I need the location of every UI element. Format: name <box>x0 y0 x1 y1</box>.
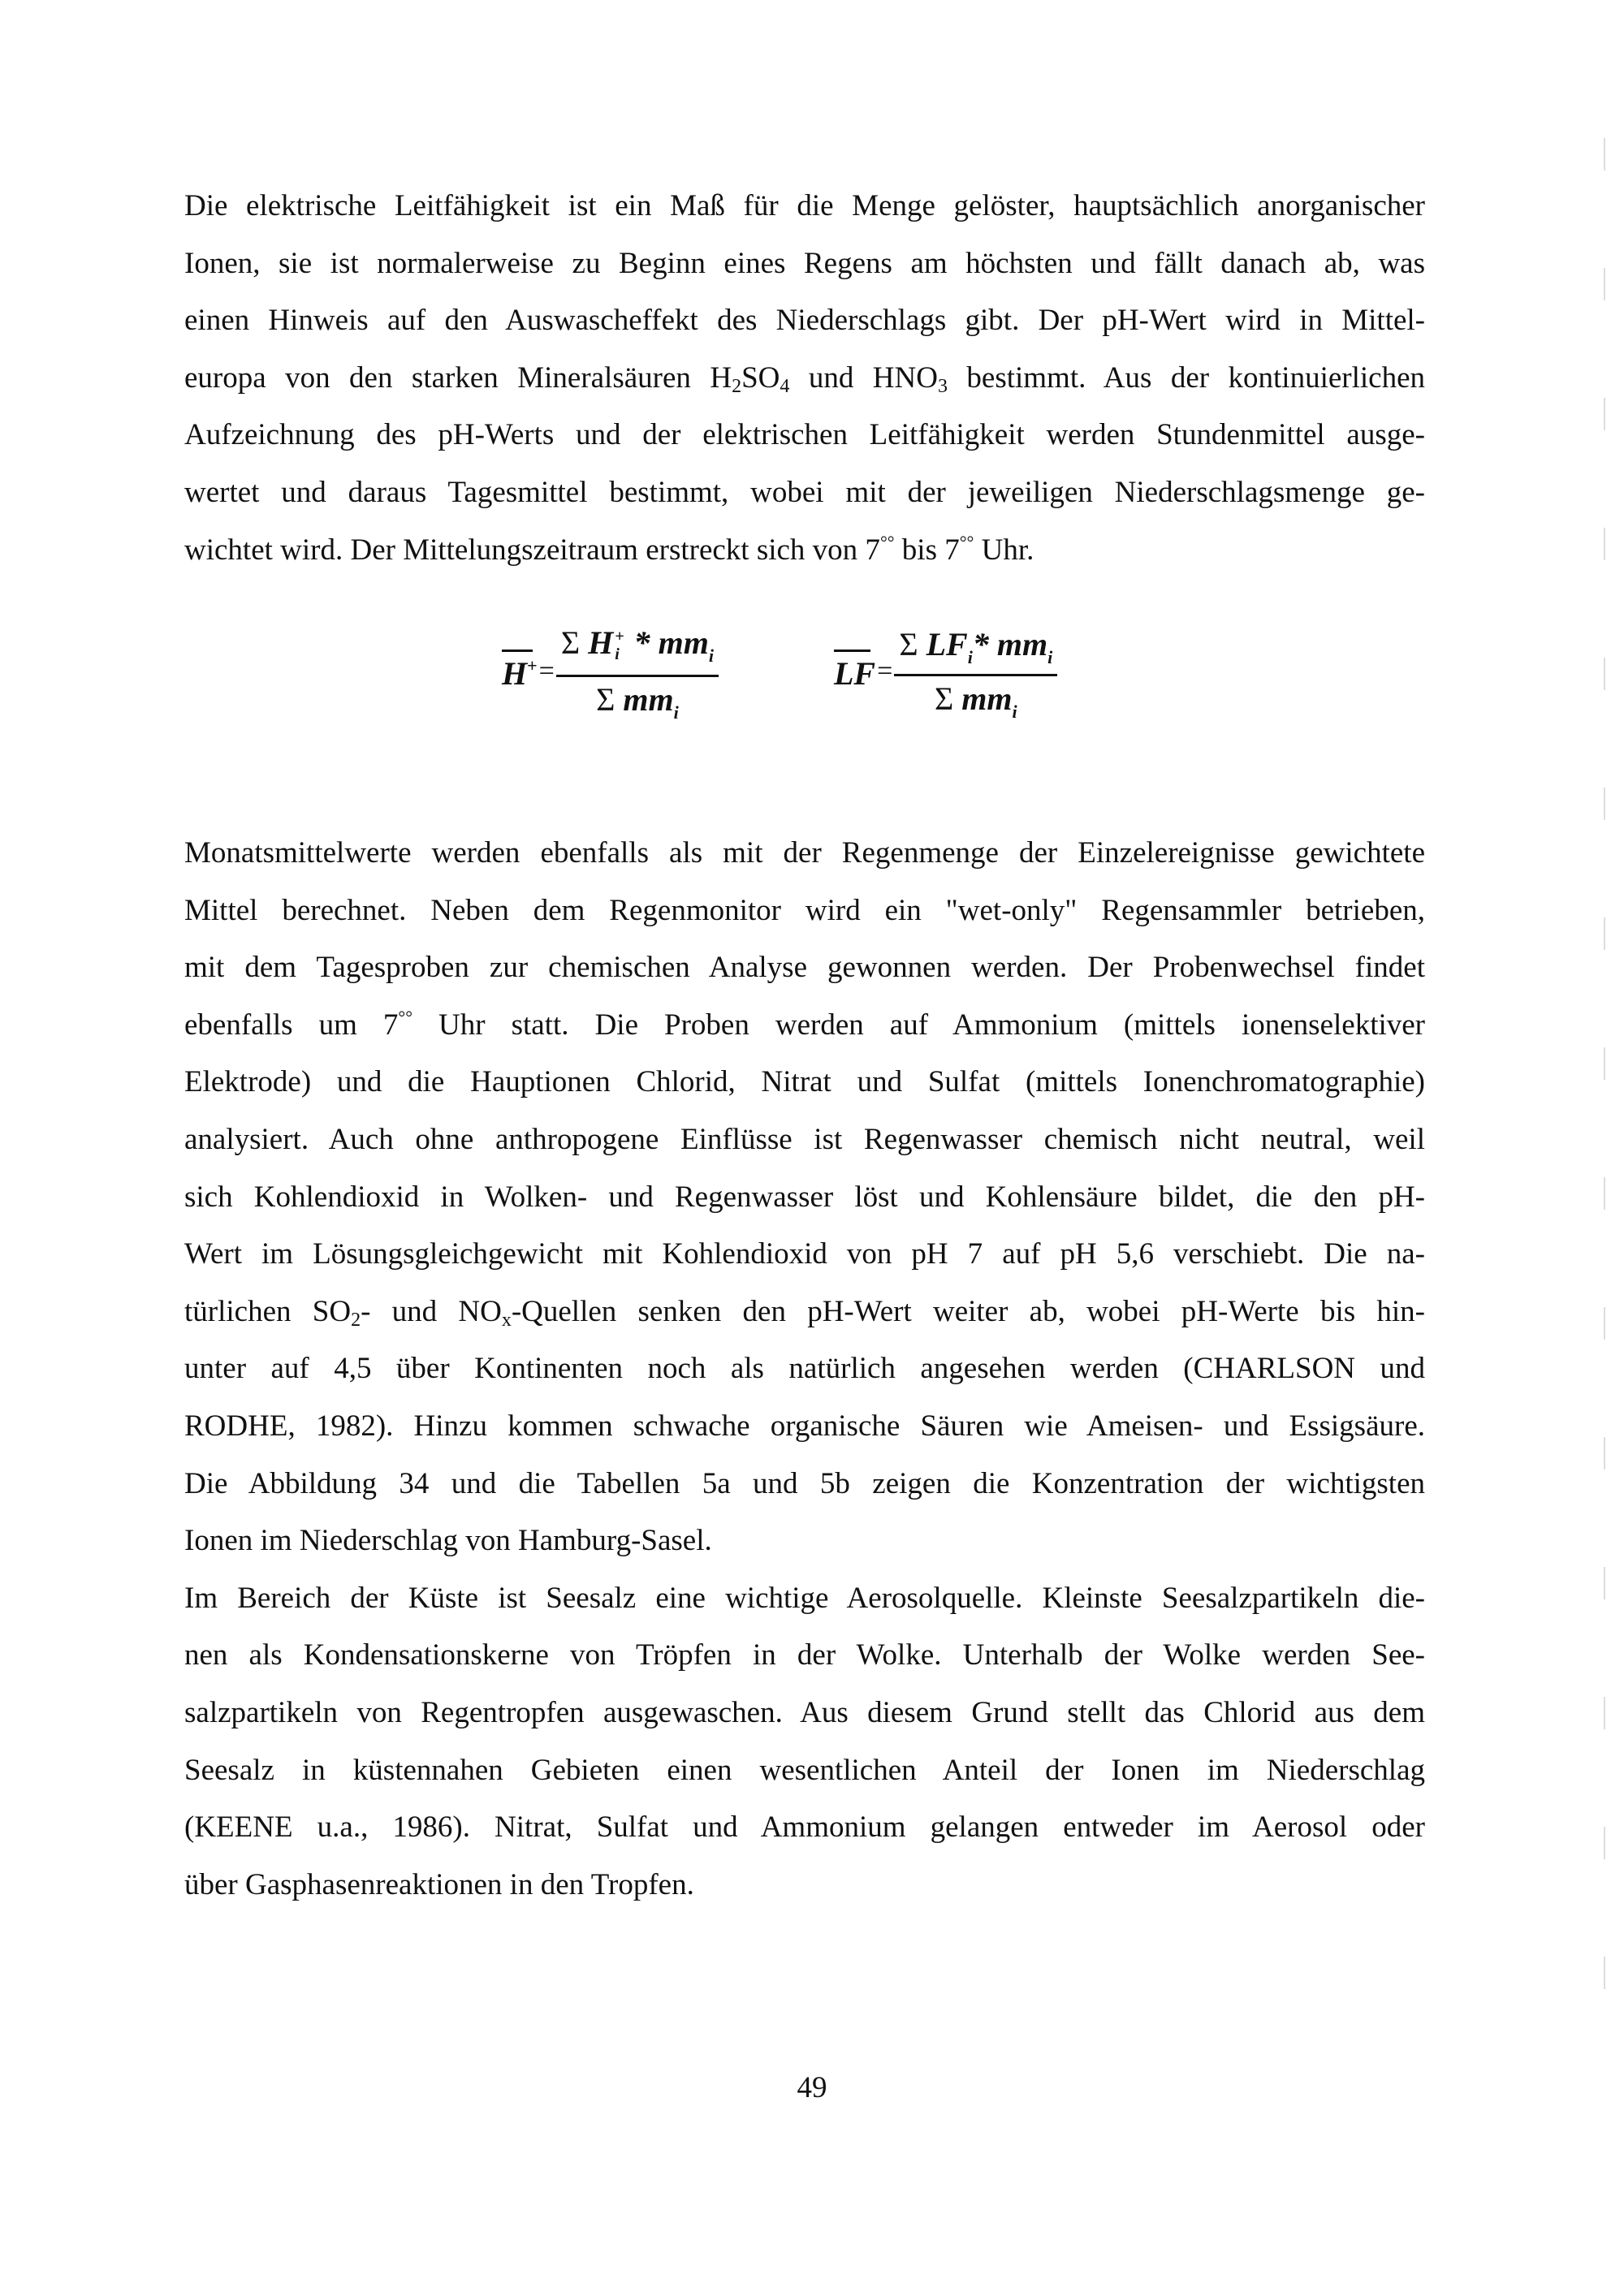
formula-sub: i <box>1047 646 1053 667</box>
text-segment: Uhr. <box>974 533 1034 567</box>
text-line <box>184 292 1425 349</box>
formula-h-plus-mean <box>502 611 719 732</box>
text-line <box>184 178 1425 235</box>
text-segment: ebenfalls um 7 <box>184 1008 399 1042</box>
text-segment: Seesalz in küstennahen Gebieten einen wesentlichen Anteil der Ionen im Niederschlag <box>184 1753 1425 1787</box>
formula-sub: i <box>708 645 715 666</box>
text-segment: wichtet wird. Der Mittelungszeitraum erstreckt sich von 7 <box>184 533 880 567</box>
text-line <box>184 522 1425 579</box>
superscript: °° <box>398 1006 413 1027</box>
formula-index-stack <box>615 628 624 663</box>
sigma: Σ <box>934 680 954 717</box>
text-segment: Uhr statt. Die Proben werden auf Ammonium (mittels ionenselektiver <box>412 1008 1426 1042</box>
formula-sup: + <box>615 628 624 646</box>
text-line <box>184 1340 1425 1397</box>
formula-sup: + <box>527 655 538 675</box>
formula-denominator <box>591 677 684 723</box>
text-line <box>184 1169 1425 1226</box>
text-segment: bis 7 <box>894 533 960 567</box>
text-line <box>184 1284 1425 1340</box>
text-line <box>184 1226 1425 1283</box>
text-segment: bestimmt. Aus der kontinuierlichen <box>947 360 1426 395</box>
text-segment: nen als Kondensationskerne von Tröpfen in der Wolke. Unterhalb der Wolke werden See- <box>184 1638 1425 1672</box>
text-segment: einen Hinweis auf den Auswascheffekt des Niederschlags gibt. Der pH-Wert wird in Mittel- <box>184 304 1425 338</box>
text-segment: europa von den starken Mineralsäuren H <box>184 360 732 395</box>
page-number: 49 <box>797 2071 827 2104</box>
subscript: x <box>501 1309 512 1331</box>
formula-lf-mean <box>834 611 1057 732</box>
sigma: Σ <box>560 624 581 661</box>
formula-sub: i <box>1012 701 1017 722</box>
text-line <box>184 407 1425 464</box>
text-line <box>184 997 1425 1054</box>
subscript: 3 <box>937 375 948 397</box>
subscript: 2 <box>351 1309 361 1331</box>
formula-var: H <box>502 655 528 692</box>
text-line <box>184 235 1425 292</box>
text-line <box>184 1857 1425 1914</box>
formula-times: * <box>625 624 659 661</box>
text-segment: und HNO <box>789 360 938 395</box>
text-line <box>184 1111 1425 1168</box>
text-segment: Die Abbildung 34 und die Tabellen 5a und 5b zeigen die Konzentration der wichtigsten <box>184 1466 1425 1500</box>
text-segment: wertet und daraus Tagesmittel bestimmt, wobei mit der jeweiligen Niederschlagsmenge ge- <box>184 476 1425 509</box>
formula-numerator <box>556 625 719 678</box>
formula-var: mm <box>658 624 709 661</box>
subscript: 2 <box>732 375 742 397</box>
text-segment: türlichen SO <box>184 1294 352 1328</box>
text-line <box>184 1513 1425 1569</box>
text-line <box>184 350 1425 407</box>
text-line <box>184 1799 1425 1856</box>
formula-var: LF <box>926 625 968 662</box>
formula-fraction <box>894 625 1057 722</box>
text-line <box>184 464 1425 521</box>
text-line <box>184 1054 1425 1111</box>
formula-times: * <box>972 625 997 662</box>
text-segment: Wert im Lösungsgleichgewicht mit Kohlendioxid von pH 7 auf pH 5,6 verschiebt. Die na- <box>184 1237 1425 1271</box>
text-line <box>184 939 1425 996</box>
text-segment: Ionen, sie ist normalerweise zu Beginn eines Regens am höchsten und fällt danach ab, was <box>184 246 1425 280</box>
text-segment: RODHE, 1982). Hinzu kommen schwache organische Säuren wie Ameisen- und Essigsäure. <box>184 1409 1425 1443</box>
formula-var: mm <box>961 680 1013 717</box>
text-segment: salzpartikeln von Regentropfen ausgewaschen. Aus diesem Grund stellt das Chlorid aus dem <box>184 1696 1425 1729</box>
subscript: 4 <box>780 375 790 397</box>
formula-numerator <box>894 627 1057 676</box>
formula-var: mm <box>623 681 674 719</box>
text-segment: analysiert. Auch ohne anthropogene Einflüsse ist Regenwasser chemisch nicht neutral, weil <box>184 1123 1425 1156</box>
text-segment: über Gasphasenreaktionen in den Tropfen. <box>184 1867 694 1901</box>
sigma: Σ <box>899 625 918 662</box>
formula-var: mm <box>996 625 1048 662</box>
text-segment: - und NO <box>361 1294 502 1328</box>
text-segment: mit dem Tagesproben zur chemischen Analyse gewonnen werden. Der Probenwechsel findet <box>184 951 1425 985</box>
sigma: Σ <box>596 681 615 719</box>
text-line <box>184 1742 1425 1799</box>
formula-sub: i <box>967 646 973 667</box>
text-segment: Die elektrische Leitfähigkeit ist ein Maß für die Menge gelöster, hauptsächlich anorganischer <box>184 189 1425 222</box>
text-segment: (KEENE u.a., 1986). Nitrat, Sulfat und Ammonium gelangen entweder im Aerosol oder <box>184 1810 1425 1845</box>
text-segment: SO <box>741 360 780 395</box>
superscript: °° <box>879 531 895 552</box>
text-line <box>184 883 1425 939</box>
text-line <box>184 1685 1425 1741</box>
text-segment: unter auf 4,5 über Kontinenten noch als natürlich angesehen werden (CHARLSON und <box>184 1352 1425 1386</box>
text-segment: Elektrode) und die Hauptionen Chlorid, Nitrat und Sulfat (mittels Ionenchromatographie) <box>184 1065 1425 1099</box>
text-line <box>184 1570 1425 1627</box>
superscript: °° <box>959 531 974 552</box>
scan-artifact <box>1604 138 1605 2087</box>
text-line <box>184 1627 1425 1684</box>
formula-var: LF <box>834 655 876 692</box>
text-segment: Monatsmittelwerte werden ebenfalls als mit der Regenmenge der Einzelereignisse gewichtete <box>184 836 1425 870</box>
formula-sub: i <box>673 702 679 723</box>
formula-equals: = <box>877 656 893 687</box>
text-line <box>184 825 1425 882</box>
formula-fraction <box>556 624 719 723</box>
formula-lhs <box>502 651 538 692</box>
text-segment: Ionen im Niederschlag von Hamburg-Sasel. <box>184 1524 712 1558</box>
formula-var: H <box>588 624 614 661</box>
text-line <box>184 1456 1425 1513</box>
text-line <box>184 1398 1425 1455</box>
text-segment: Aufzeichnung des pH-Werts und der elektrischen Leitfähigkeit werden Stundenmittel ausge- <box>184 418 1425 452</box>
formula-lhs <box>834 651 875 692</box>
formula-sub: i <box>615 645 620 664</box>
text-segment: Im Bereich der Küste ist Seesalz eine wichtige Aerosolquelle. Kleinste Seesalzpartikeln die- <box>184 1581 1425 1615</box>
text-segment: sich Kohlendioxid in Wolken- und Regenwasser löst und Kohlensäure bildet, die den pH- <box>184 1180 1425 1214</box>
text-segment: Mittel berechnet. Neben dem Regenmonitor wird ein "wet-only" Regensammler betrieben, <box>184 893 1425 927</box>
text-segment: -Quellen senken den pH-Wert weiter ab, wobei pH-Werte bis hin- <box>511 1294 1425 1328</box>
formula-denominator <box>930 676 1022 722</box>
formula-equals: = <box>538 656 555 687</box>
